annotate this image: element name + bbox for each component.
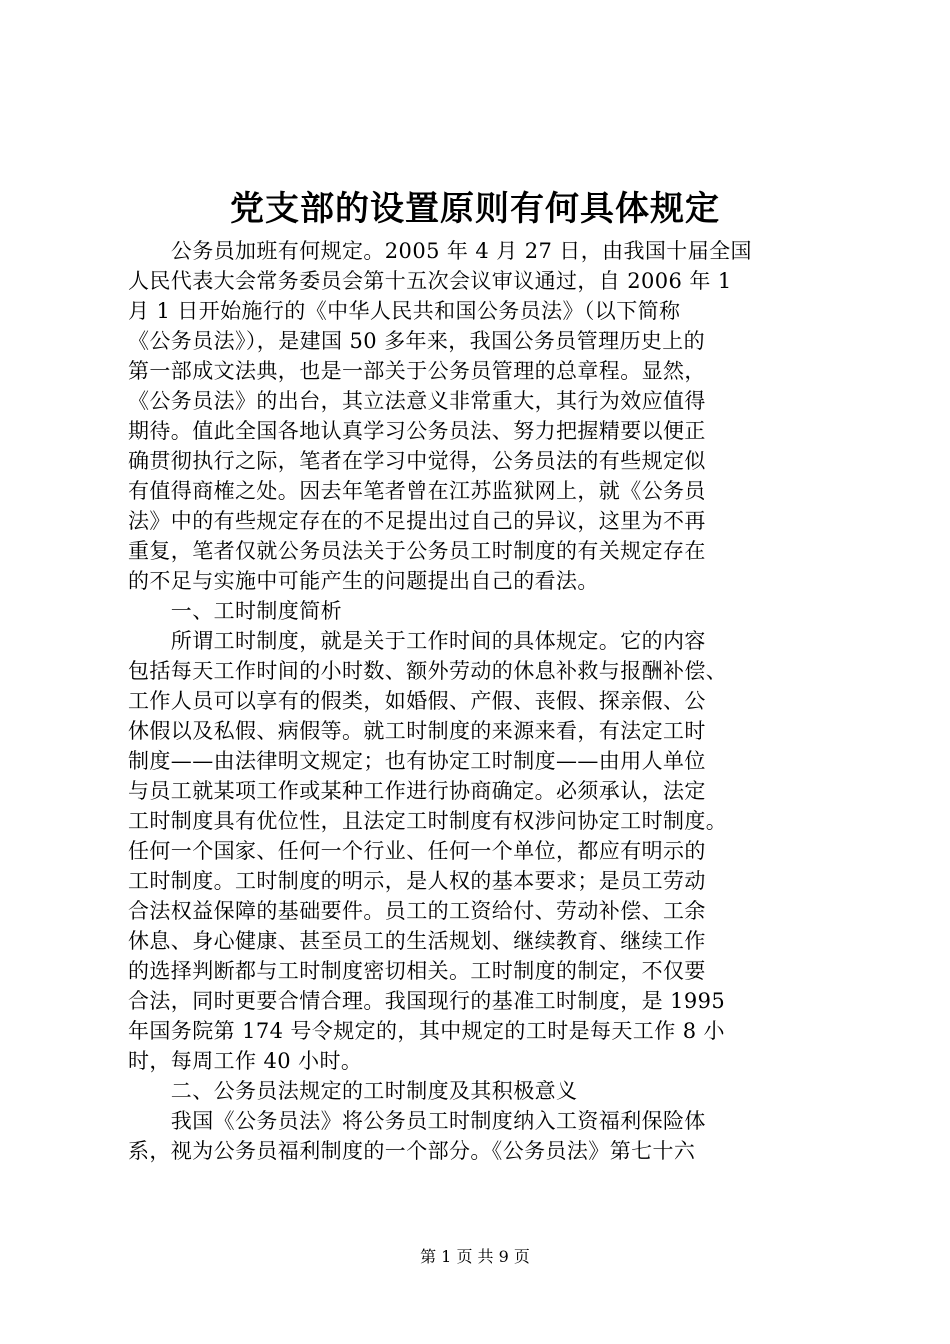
body-line: 公务员加班有何规定。2005 年 4 月 27 日，由我国十届全国	[128, 239, 752, 263]
body-line: 的不足与实施中可能产生的问题提出自己的看法。	[128, 569, 599, 593]
body-line: 休息、身心健康、甚至员工的生活规划、继续教育、继续工作	[128, 929, 706, 953]
body-line: 休假以及私假、病假等。就工时制度的来源来看，有法定工时	[128, 719, 706, 743]
body-line: 年国务院第 174 号令规定的，其中规定的工时是每天工作 8 小	[128, 1019, 725, 1043]
document-body	[128, 236, 838, 1166]
body-line: 工作人员可以享有的假类，如婚假、产假、丧假、探亲假、公	[128, 689, 706, 713]
body-line: 我国《公务员法》将公务员工时制度纳入工资福利保险体	[128, 1109, 706, 1133]
body-line: 法》中的有些规定存在的不足提出过自己的异议，这里为不再	[128, 509, 706, 533]
body-line: 的选择判断都与工时制度密切相关。工时制度的制定，不仅要	[128, 959, 706, 983]
body-line: 《公务员法》的出台，其立法意义非常重大，其行为效应值得	[128, 389, 706, 413]
body-line: 有值得商榷之处。因去年笔者曾在江苏监狱网上，就《公务员	[128, 479, 706, 503]
body-line: 与员工就某项工作或某种工作进行协商确定。必须承认，法定	[128, 779, 706, 803]
body-line: 任何一个国家、任何一个行业、任何一个单位，都应有明示的	[128, 839, 706, 863]
body-line: 月 1 日开始施行的《中华人民共和国公务员法》（以下简称	[128, 299, 681, 323]
page-footer: 第 1 页 共 9 页	[420, 1247, 530, 1266]
body-line: 重复，笔者仅就公务员法关于公务员工时制度的有关规定存在	[128, 539, 706, 563]
body-line: 期待。值此全国各地认真学习公务员法、努力把握精要以便正	[128, 419, 706, 443]
body-line: 系，视为公务员福利制度的一个部分。《公务员法》第七十六	[128, 1139, 696, 1163]
body-line: 所谓工时制度，就是关于工作时间的具体规定。它的内容	[128, 629, 706, 653]
body-line: 第一部成文法典，也是一部关于公务员管理的总章程。显然，	[128, 359, 706, 383]
body-line: 合法权益保障的基础要件。员工的工资给付、劳动补偿、工余	[128, 899, 706, 923]
body-line: 工时制度具有优位性，且法定工时制度有权涉问协定工时制度。	[128, 809, 728, 833]
body-line: 包括每天工作时间的小时数、额外劳动的休息补救与报酬补偿、	[128, 659, 728, 683]
body-line: 合法，同时更要合情合理。我国现行的基准工时制度，是 1995	[128, 989, 726, 1013]
body-line: 工时制度。工时制度的明示，是人权的基本要求；是员工劳动	[128, 869, 706, 893]
body-line: 一、工时制度简析	[128, 599, 342, 623]
body-line: 制度——由法律明文规定；也有协定工时制度——由用人单位	[128, 749, 706, 773]
body-line: 确贯彻执行之际，笔者在学习中觉得，公务员法的有些规定似	[128, 449, 706, 473]
body-line: 时，每周工作 40 小时。	[128, 1049, 363, 1073]
document-title: 党支部的设置原则有何具体规定	[230, 189, 720, 229]
body-line: 《公务员法》），是建国 50 多年来，我国公务员管理历史上的	[128, 329, 706, 353]
body-line: 二、公务员法规定的工时制度及其积极意义	[128, 1079, 578, 1103]
body-line: 人民代表大会常务委员会第十五次会议审议通过，自 2006 年 1	[128, 269, 732, 293]
